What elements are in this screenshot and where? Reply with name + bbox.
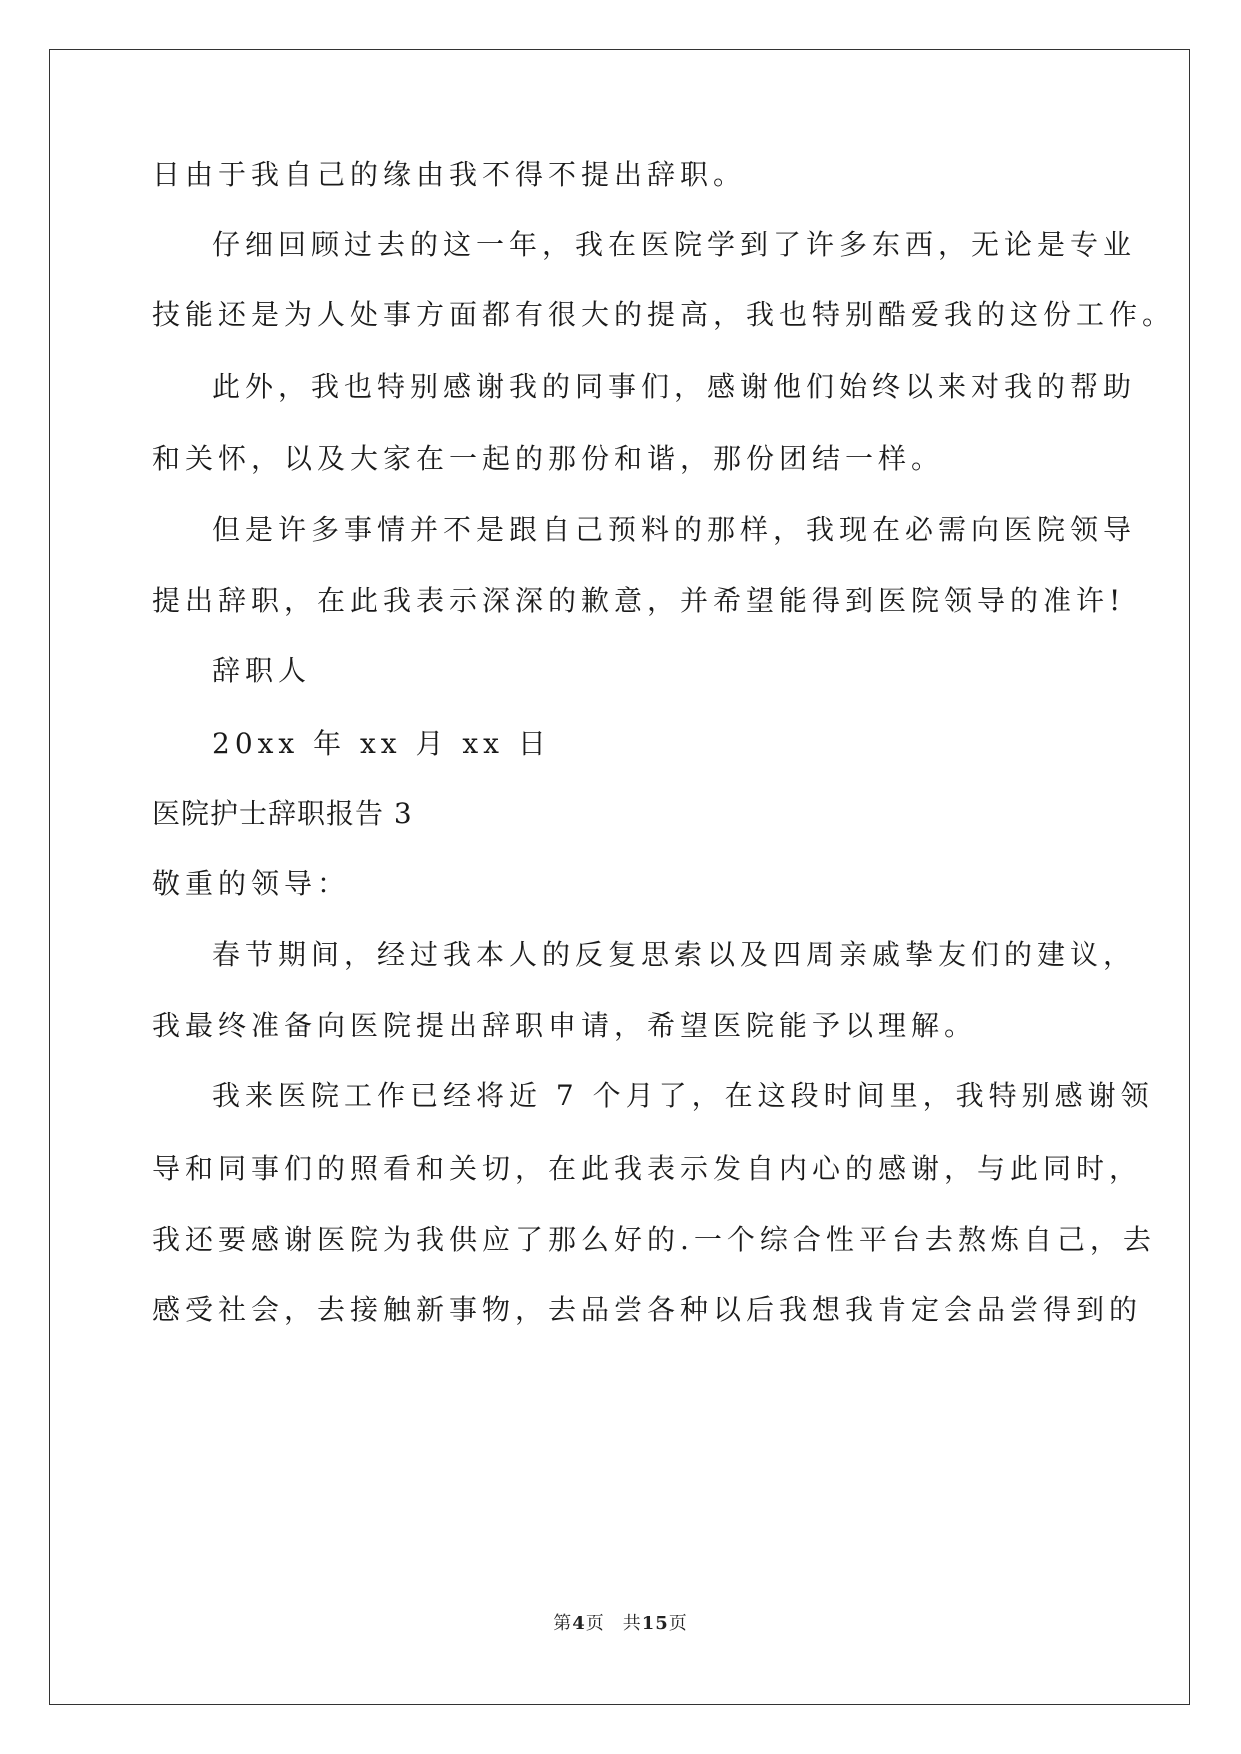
text-line: 春节期间，经过我本人的反复思索以及四周亲戚挚友们的建议， [212,938,1137,971]
text-line: 我最终准备向医院提出辞职申请，希望医院能予以理解。 [152,1009,978,1042]
salutation: 敬重的领导： [152,867,351,900]
page-suffix: 页 [585,1613,605,1634]
date-line: 20xx 年 xx 月 xx 日 [212,727,551,760]
text-line: 技能还是为人处事方面都有很大的提高，我也特别酷爱我的这份工作。 [152,298,1176,331]
text-line: 仔细回顾过去的这一年，我在医院学到了许多东西，无论是专业 [212,228,1137,261]
text-line: 提出辞职，在此我表示深深的歉意，并希望能得到医院领导的准许! [152,584,1126,617]
text-line: 我还要感谢医院为我供应了那么好的.一个综合性平台去熬炼自己，去 [152,1223,1156,1256]
text-line: 此外，我也特别感谢我的同事们，感谢他们始终以来对我的帮助 [212,370,1137,403]
text-line: 导和同事们的照看和关切，在此我表示发自内心的感谢，与此同时， [152,1152,1143,1185]
total-prefix: 共 [622,1613,642,1634]
text-line: 感受社会，去接触新事物，去品尝各种以后我想我肯定会品尝得到的 [152,1293,1143,1326]
page-footer [0,1613,1241,1635]
section-heading: 医院护士辞职报告 3 [152,797,413,830]
page-number: 4 [572,1613,586,1634]
signature-label: 辞职人 [212,654,312,687]
text-line: 但是许多事情并不是跟自己预料的那样，我现在必需向医院领导 [212,513,1137,546]
text-line: 日由于我自己的缘由我不得不提出辞职。 [152,158,747,191]
text-line: 我来医院工作已经将近 7 个月了，在这段时间里，我特别感谢领 [212,1079,1154,1112]
total-suffix: 页 [668,1613,688,1634]
text-line: 和关怀，以及大家在一起的那份和谐，那份团结一样。 [152,442,945,475]
page-prefix: 第 [553,1613,573,1634]
total-pages: 15 [641,1613,669,1634]
